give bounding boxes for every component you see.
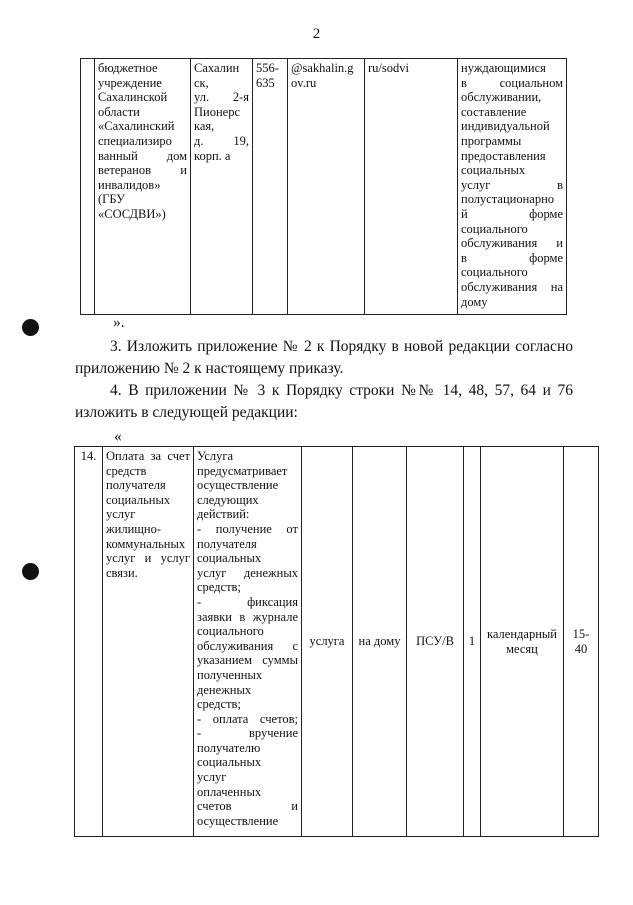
cell-text-line: услуг и услуг — [106, 551, 190, 566]
row-number-cell — [81, 59, 95, 315]
cell-text-line: ванный дом — [98, 148, 187, 163]
price-cell: 15- 40 — [564, 447, 599, 837]
cell-text-line: бюджетное — [98, 61, 158, 75]
cell-text-line: дому — [461, 294, 488, 309]
cell-text-line: «СОСДВИ») — [98, 206, 166, 221]
cell-text-line: - получение от — [197, 521, 298, 536]
cell-text-line: осуществление — [197, 813, 279, 828]
paragraph-4-line-1: 4. В приложении № 3 к Порядку строки №№ 14, 48, 57, 64 и 76 — [110, 382, 573, 399]
cell-text-line: в социальном — [461, 75, 563, 90]
cell-text-line: - фиксация — [197, 594, 298, 609]
cell-text-line: нуждающимися — [461, 61, 546, 75]
cell-text-line: услуг в — [461, 177, 563, 192]
unit-cell: услуга — [302, 447, 353, 837]
cell-text-line: ул. 2-я — [194, 90, 249, 105]
cell-text-line: заявки в журнале — [197, 609, 298, 624]
cell-text-line: ветеранов и — [98, 163, 187, 178]
cell-text-line: указанием суммы — [197, 653, 298, 668]
cell-text-line: услуг — [106, 507, 136, 522]
cell-text-line: счетов и — [197, 799, 298, 814]
paragraph-4-line-2: изложить в следующей редакции: — [75, 404, 298, 421]
cell-text-line: Сахалин — [194, 61, 240, 75]
cell-text-line: Оплата за счет — [106, 449, 190, 463]
cell-text-line: (ГБУ — [98, 192, 125, 207]
cell-text-line: социального — [461, 265, 528, 280]
cell-text-line: й форме — [461, 206, 563, 221]
cell-text-line: средств; — [197, 697, 241, 712]
punch-hole-top — [22, 319, 39, 336]
cell-text-line: «Сахалинский — [98, 119, 175, 134]
cell-text-line: услуг денежных — [197, 565, 298, 580]
cell-text-line: денежных — [197, 682, 252, 697]
period-cell: календарный месяц — [481, 447, 564, 837]
cell-text-line: ov.ru — [291, 75, 317, 90]
service-forms-cell — [458, 59, 567, 315]
cell-text-line: Сахалинской — [98, 90, 168, 105]
cell-text-line: осуществление — [197, 478, 279, 493]
cell-text-line: в форме — [461, 250, 563, 265]
cell-text-line: инвалидов» — [98, 177, 161, 192]
cell-text-line: области — [98, 104, 140, 119]
cell-text-line: социальных — [106, 492, 171, 507]
cell-text-line: - оплата счетов; — [197, 711, 298, 726]
quantity-cell: 1 — [464, 447, 481, 837]
cell-text-line: действий: — [197, 507, 250, 522]
service-form-cell: на дому — [353, 447, 407, 837]
email-cell — [288, 59, 365, 315]
cell-text-line: обслуживания и — [461, 236, 563, 251]
cell-text-line: социального — [197, 624, 264, 639]
cell-text-line: программы — [461, 133, 522, 148]
services-table — [74, 446, 599, 837]
organization-name-cell — [95, 59, 191, 315]
cell-text-line: - вручение — [197, 726, 298, 741]
cell-text-line: индивидуальной — [461, 119, 550, 134]
cell-text-line: составление — [461, 104, 527, 119]
cell-text-line: коммунальных — [106, 536, 186, 551]
cell-text-line: специализиро — [98, 133, 172, 148]
cell-text-line: средств; — [197, 580, 241, 595]
cell-text-line: следующих — [197, 492, 259, 507]
cell-text-line: получателю — [197, 740, 261, 755]
cell-text-line: получателя — [197, 536, 257, 551]
cell-text-line: Пионерс — [194, 104, 241, 119]
cell-text-line: учреждение — [98, 75, 162, 90]
cell-text-line: жилищно- — [106, 521, 161, 536]
address-cell — [191, 59, 253, 315]
cell-text-line: д. 19, — [194, 133, 249, 148]
row-number-cell: 14. — [75, 447, 103, 837]
cell-text-line: социальных — [461, 163, 526, 178]
opening-quote: « — [114, 428, 122, 445]
cell-text-line: полустационарно — [461, 192, 555, 207]
service-description-cell — [194, 447, 302, 837]
cell-text-line: 635 — [256, 75, 275, 90]
cell-text-line: средств — [106, 463, 147, 478]
cell-text-line: получателя — [106, 478, 166, 493]
service-name-cell — [103, 447, 194, 837]
cell-text-line: Услуга — [197, 449, 234, 463]
table-row — [81, 59, 567, 315]
closing-quote: ». — [113, 314, 125, 331]
cell-text-line: оплаченных — [197, 784, 262, 799]
cell-text-line: кая, — [194, 119, 215, 134]
cell-text-line: предоставления — [461, 148, 546, 163]
cell-text-line: услуг — [197, 770, 227, 785]
paragraph-3-line-1: 3. Изложить приложение № 2 к Порядку в новой редакции согласно — [110, 338, 573, 355]
page-number: 2 — [312, 26, 321, 42]
cell-text-line: обслуживании, — [461, 90, 542, 105]
cell-text-line: 556- — [256, 61, 279, 75]
code-cell: ПСУ/В — [407, 447, 464, 837]
website-cell: ru/sodvi — [365, 59, 458, 315]
cell-text-line: @sakhalin.g — [291, 61, 354, 75]
paragraph-3-line-2: приложению № 2 к настоящему приказу. — [75, 360, 344, 377]
cell-text-line: полученных — [197, 667, 263, 682]
cell-text-line: предусматривает — [197, 463, 288, 478]
cell-text-line: обслуживания на — [461, 279, 563, 294]
cell-text-line: социальных — [197, 551, 262, 566]
phone-cell — [253, 59, 288, 315]
organizations-table — [80, 58, 567, 315]
punch-hole-bottom — [22, 563, 39, 580]
cell-text-line: корп. а — [194, 148, 231, 163]
cell-text-line: социального — [461, 221, 528, 236]
cell-text-line: обслуживания с — [197, 638, 298, 653]
cell-text-line: связи. — [106, 565, 138, 580]
cell-text-line: ск, — [194, 75, 209, 90]
table-row — [75, 447, 599, 837]
cell-text-line: социальных — [197, 755, 262, 770]
